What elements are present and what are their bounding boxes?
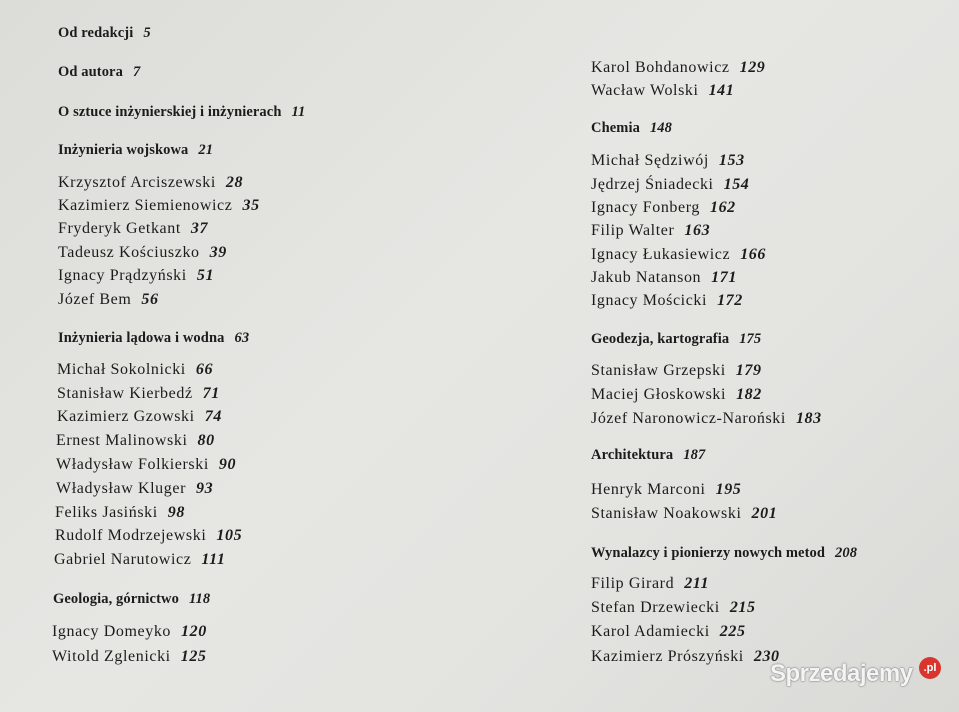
toc-section: Inżynieria wojskowa 21 [58,142,214,158]
watermark-logo: Sprzedajemy [770,660,913,687]
watermark-badge: .pl [919,657,941,679]
toc-entry: Michał Sędziwój 153 [591,152,745,169]
toc-entry: Gabriel Narutowicz 111 [54,551,226,568]
toc-entry: Ignacy Łukasiewicz 166 [591,246,766,263]
toc-entry: Władysław Folkierski 90 [56,456,237,473]
toc-entry: Ignacy Fonberg 162 [591,199,736,216]
toc-entry: Krzysztof Arciszewski 28 [58,174,244,191]
toc-entry: Jędrzej Śniadecki 154 [591,176,750,193]
toc-section: Chemia 148 [591,120,672,136]
toc-entry: Wacław Wolski 141 [591,82,735,99]
toc-entry: Kazimierz Siemienowicz 35 [58,197,260,214]
toc-entry: Witold Zglenicki 125 [52,648,207,665]
toc-entry: Michał Sokolnicki 66 [57,361,214,378]
toc-entry: Maciej Głoskowski 182 [591,386,762,403]
toc-section: Od autora 7 [58,64,141,80]
toc-entry: Stanisław Grzepski 179 [591,362,762,379]
toc-entry: Filip Girard 211 [591,575,710,592]
toc-entry: Filip Walter 163 [591,222,711,239]
toc-entry: Józef Bem 56 [58,291,159,308]
toc-section: Wynalazcy i pionierzy nowych metod 208 [591,545,858,561]
toc-entry: Stefan Drzewiecki 215 [591,599,756,616]
toc-entry: Jakub Natanson 171 [591,269,737,286]
toc-entry: Rudolf Modrzejewski 105 [55,527,243,544]
toc-entry: Feliks Jasiński 98 [55,504,185,521]
toc-entry: Karol Bohdanowicz 129 [591,59,766,76]
toc-entry: Stanisław Kierbedź 71 [57,385,220,402]
toc-entry: Tadeusz Kościuszko 39 [58,244,227,261]
toc-section: Geologia, górnictwo 118 [53,591,211,607]
toc-entry: Ernest Malinowski 80 [56,432,215,449]
toc-entry: Józef Naronowicz-Naroński 183 [591,410,822,427]
toc-entry: Władysław Kluger 93 [56,480,214,497]
toc-entry: Stanisław Noakowski 201 [591,505,778,522]
toc-entry: Karol Adamiecki 225 [591,623,746,640]
toc-entry: Henryk Marconi 195 [591,481,742,498]
toc-section: Architektura 187 [591,447,706,463]
toc-entry: Fryderyk Getkant 37 [58,220,209,237]
toc-entry: Kazimierz Prószyński 230 [591,648,780,665]
toc-entry: Ignacy Mościcki 172 [591,292,743,309]
toc-section: Od redakcji 5 [58,25,151,41]
toc-section: Inżynieria lądowa i wodna 63 [58,330,250,346]
toc-section: O sztuce inżynierskiej i inżynierach 11 [58,104,306,120]
toc-section: Geodezja, kartografia 175 [591,331,762,347]
toc-entry: Ignacy Prądzyński 51 [58,267,215,284]
toc-entry: Ignacy Domeyko 120 [52,623,207,640]
toc-entry: Kazimierz Gzowski 74 [57,408,222,425]
